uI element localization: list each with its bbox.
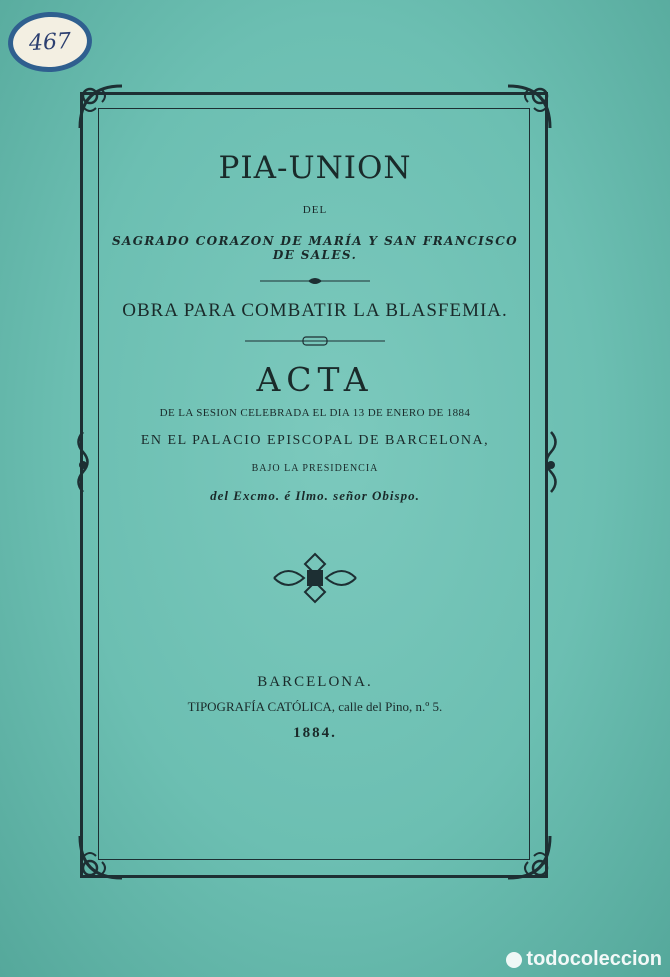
- divider-ornament-2: [245, 336, 385, 346]
- imprint-year: 1884.: [293, 725, 337, 741]
- divider-ornament: [260, 276, 370, 286]
- watermark: [506, 948, 662, 971]
- title: PIA-UNION: [218, 150, 412, 186]
- society-name: SAGRADO CORAZON DE MARÍA Y SAN FRANCISCO DE SALES.: [111, 234, 519, 262]
- corner-ornament-bottom-right: [502, 830, 556, 884]
- corner-ornament-bottom-left: [74, 830, 128, 884]
- bishop-line: del Excmo. é Ilmo. señor Obispo.: [210, 488, 420, 503]
- imprint-city: BARCELONA.: [257, 674, 373, 690]
- subtitle-obra: OBRA PARA COMBATIR LA BLASFEMIA.: [122, 300, 508, 321]
- acta-heading: ACTA: [256, 360, 374, 399]
- watermark-logo-icon: [506, 952, 522, 968]
- watermark-text: todocoleccion: [526, 948, 662, 970]
- imprint-printer: TIPOGRAFÍA CATÓLICA, calle del Pino, n.º 5.: [187, 699, 443, 714]
- session-line: DE LA SESION CELEBRADA EL DIA 13 DE ENERO DE 1884: [159, 407, 471, 419]
- catalog-number: 467: [28, 28, 72, 56]
- center-ornament: [270, 550, 360, 606]
- side-ornament-right: [540, 430, 562, 500]
- corner-ornament-top-right: [502, 80, 556, 134]
- palace-line: EN EL PALACIO EPISCOPAL DE BARCELONA,: [140, 433, 490, 448]
- presidency-line: BAJO LA PRESIDENCIA: [251, 463, 379, 474]
- del-line: DEL: [302, 204, 328, 216]
- corner-ornament-top-left: [74, 80, 128, 134]
- catalog-sticker: [6, 10, 93, 74]
- side-ornament-left: [72, 430, 94, 500]
- cover-text: [100, 140, 530, 742]
